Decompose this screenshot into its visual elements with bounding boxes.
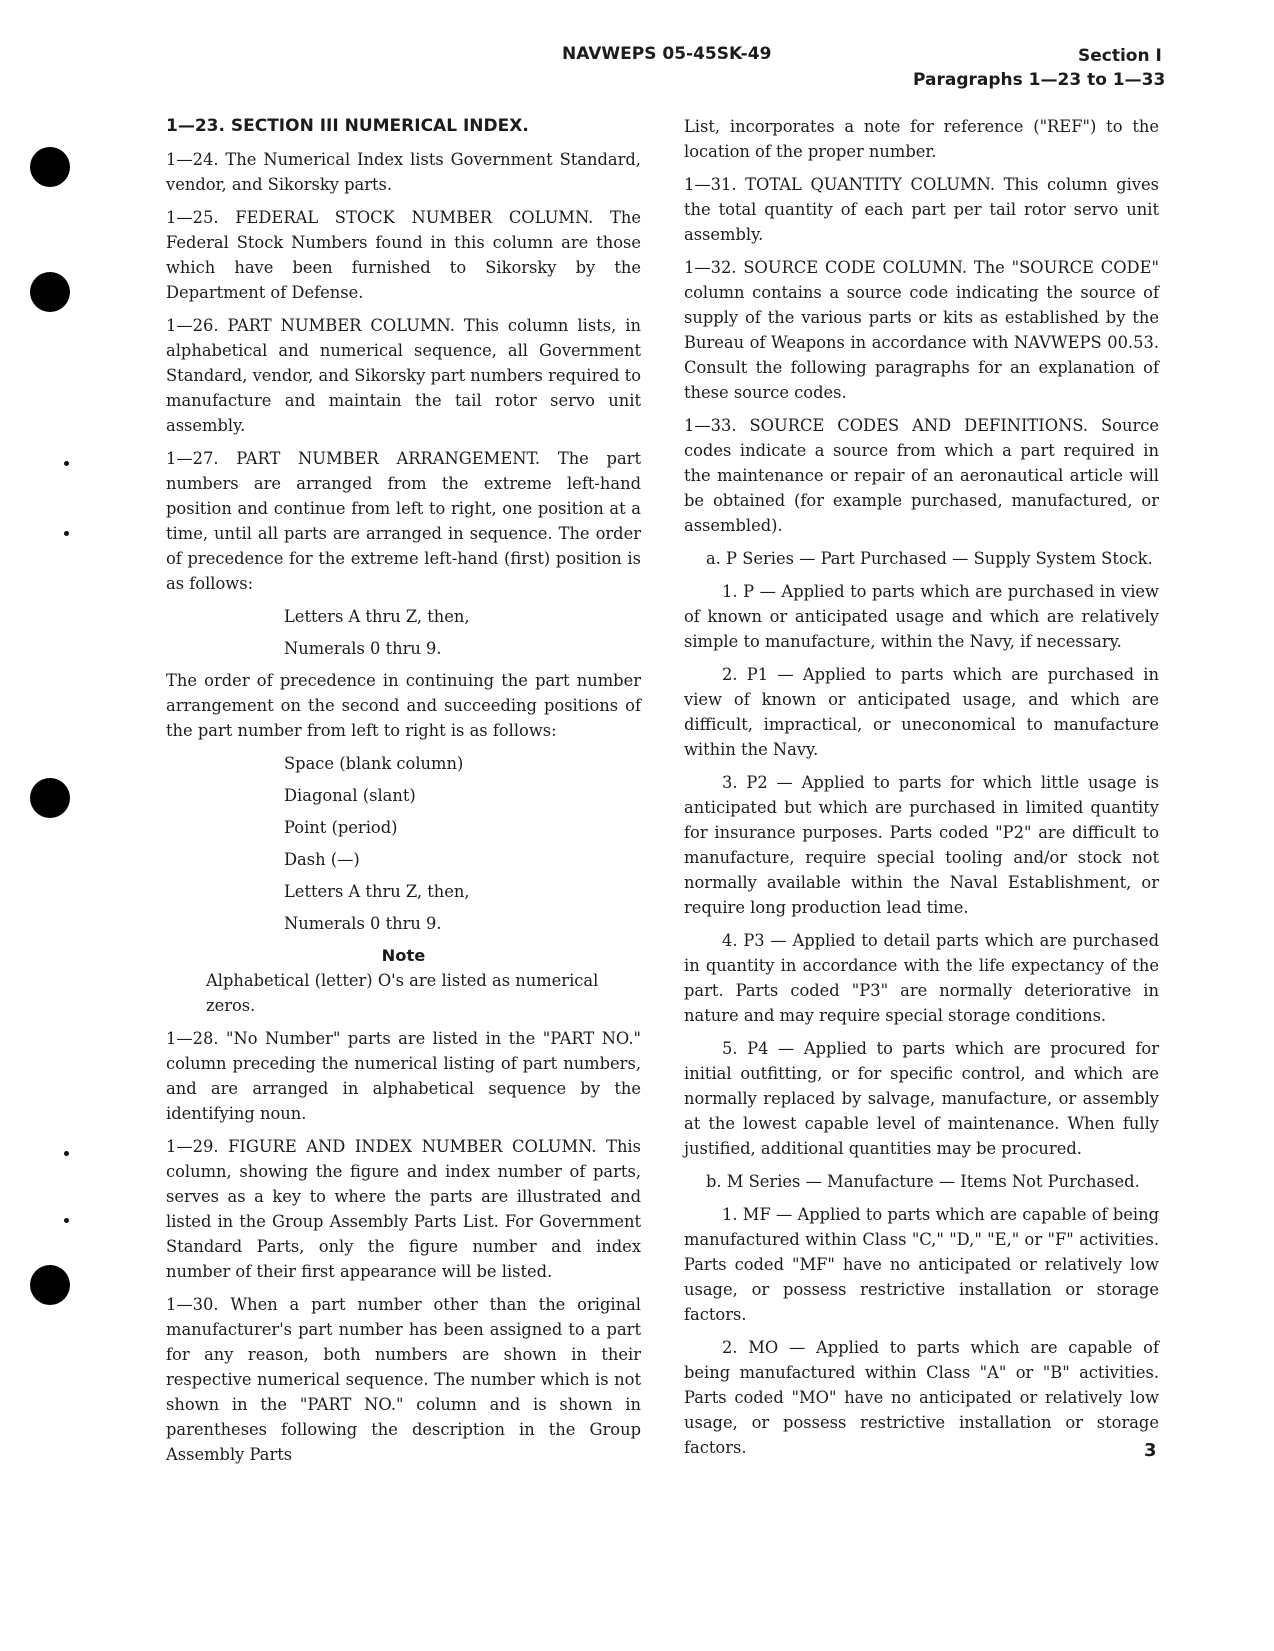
- note-title: Note: [381, 946, 426, 965]
- mo-code-definition: 2. MO — Applied to parts which are capable of being manufactured within Class "A" or "B" activities. Parts coded "MO" have no anticipated or relatively low usage, or possess restrictive installation or storage factors.: [684, 1338, 1159, 1457]
- paragraph-1-32: 1—32. SOURCE CODE COLUMN. The "SOURCE CODE" column contains a source code indicating the source of supply of the various parts or kits as established by the Bureau of Weapons in accordance with NAVWEPS 00.53. Consult the following paragraphs for an explanation of these source codes.: [684, 258, 1159, 402]
- list-item: Diagonal (slant): [284, 786, 416, 805]
- list-item: Dash (—): [284, 850, 360, 869]
- paragraph-1-27-continued: The order of precedence in continuing the part number arrangement on the second and succeeding positions of the part number from left to right is as follows:: [166, 671, 641, 740]
- p2-code-definition: 3. P2 — Applied to parts for which little usage is anticipated but which are purchased in limited quantity for insurance purposes. Parts coded "P2" are difficult to manufacture, require special tooling and/or stock not normally available within the Naval Establishment, or require long production lead time.: [684, 773, 1159, 917]
- paragraph-1-26: 1—26. PART NUMBER COLUMN. This column lists, in alphabetical and numerical sequence, all Government Standard, vendor, and Sikorsky part numbers required to manufacture and maintain the tail rotor servo unit assembly.: [166, 316, 641, 435]
- paragraph-1-30-continued: List, incorporates a note for reference ("REF") to the location of the proper number.: [684, 117, 1159, 161]
- left-column: [166, 114, 641, 1475]
- list-item: Numerals 0 thru 9.: [284, 639, 442, 658]
- binder-hole-1: [30, 147, 70, 187]
- doc-id: NAVWEPS 05-45SK-49: [562, 44, 772, 64]
- list-item: Letters A thru Z, then,: [284, 607, 470, 626]
- section-heading: 1—23. SECTION III NUMERICAL INDEX.: [166, 116, 529, 136]
- speck: [64, 1218, 69, 1223]
- p1-code-definition: 2. P1 — Applied to parts which are purchased in view of known or anticipated usage, and which are difficult, impractical, or uneconomical to manufacture within the Navy.: [684, 665, 1159, 759]
- p-series-title: a. P Series — Part Purchased — Supply System Stock.: [706, 549, 1153, 568]
- p-code-definition: 1. P — Applied to parts which are purchased in view of known or anticipated usage and which are relatively simple to manufacture, within the Navy, if necessary.: [684, 582, 1159, 651]
- section-label: Section I: [1078, 46, 1162, 66]
- page-number: 3: [1144, 1440, 1157, 1461]
- paragraph-1-25: 1—25. FEDERAL STOCK NUMBER COLUMN. The Federal Stock Numbers found in this column are those which have been furnished to Sikorsky by the Department of Defense.: [166, 208, 641, 302]
- list-item: Numerals 0 thru 9.: [284, 914, 442, 933]
- paragraph-1-31: 1—31. TOTAL QUANTITY COLUMN. This column gives the total quantity of each part per tail rotor servo unit assembly.: [684, 175, 1159, 244]
- binder-hole-3: [30, 778, 70, 818]
- paragraph-1-24: 1—24. The Numerical Index lists Government Standard, vendor, and Sikorsky parts.: [166, 150, 641, 194]
- right-column: [684, 114, 1159, 1468]
- binder-hole-4: [30, 1265, 70, 1305]
- list-item: Letters A thru Z, then,: [284, 882, 470, 901]
- paragraph-range: Paragraphs 1—23 to 1—33: [913, 70, 1166, 90]
- speck: [64, 531, 69, 536]
- binder-hole-2: [30, 272, 70, 312]
- mf-code-definition: 1. MF — Applied to parts which are capable of being manufactured within Class "C," "D," "E," or "F" activities. Parts coded "MF" have no anticipated or relatively low usage, or possess restrictive installation or storage factors.: [684, 1205, 1159, 1324]
- m-series-title: b. M Series — Manufacture — Items Not Purchased.: [706, 1172, 1140, 1191]
- paragraph-1-28: 1—28. "No Number" parts are listed in the "PART NO." column preceding the numerical listing of part numbers, and are arranged in alphabetical sequence by the identifying noun.: [166, 1029, 641, 1123]
- p3-code-definition: 4. P3 — Applied to detail parts which are purchased in quantity in accordance with the life expectancy of the part. Parts coded "P3" are normally deteriorative in nature and may require special storage conditions.: [684, 931, 1159, 1025]
- list-item: Space (blank column): [284, 754, 464, 773]
- list-item: Point (period): [284, 818, 398, 837]
- paragraph-1-30: 1—30. When a part number other than the original manufacturer's part number has been assigned to a part for any reason, both numbers are shown in their respective numerical sequence. The number which is not shown in the "PART NO." column and is shown in parentheses following the description in the Group Assembly Parts: [166, 1295, 641, 1464]
- note-body: Alphabetical (letter) O's are listed as numerical zeros.: [206, 971, 599, 1015]
- speck: [64, 1151, 69, 1156]
- paragraph-1-29: 1—29. FIGURE AND INDEX NUMBER COLUMN. This column, showing the figure and index number of parts, serves as a key to where the parts are illustrated and listed in the Group Assembly Parts List. For Government Standard Parts, only the figure number and index number of their first appearance will be listed.: [166, 1137, 641, 1281]
- speck: [64, 461, 69, 466]
- p4-code-definition: 5. P4 — Applied to parts which are procured for initial outfitting, or for specific control, and which are normally replaced by salvage, manufacture, or assembly at the lowest capable level of maintenance. When fully justified, additional quantities may be procured.: [684, 1039, 1159, 1158]
- paragraph-1-27: 1—27. PART NUMBER ARRANGEMENT. The part numbers are arranged from the extreme left-hand position and continue from left to right, one position at a time, until all parts are arranged in sequence. The order of precedence for the extreme left-hand (first) position is as follows:: [166, 449, 641, 593]
- paragraph-1-33: 1—33. SOURCE CODES AND DEFINITIONS. Source codes indicate a source from which a part required in the maintenance or repair of an aeronautical article will be obtained (for example purchased, manufactured, or assembled).: [684, 416, 1159, 535]
